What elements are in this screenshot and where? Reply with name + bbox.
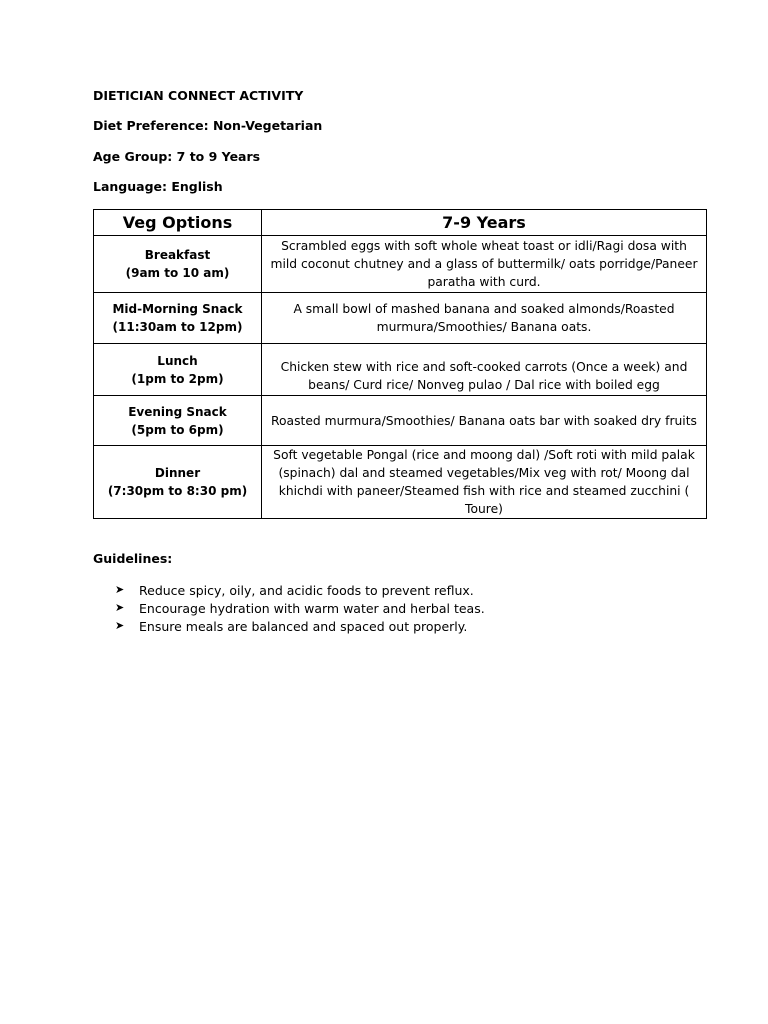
meal-options: Roasted murmura/Smoothies/ Banana oats bar with soaked dry fruits: [262, 396, 707, 446]
meal-cell: [94, 344, 262, 396]
document-title: DIETICIAN CONNECT ACTIVITY: [93, 88, 304, 103]
table-row: [94, 293, 707, 344]
guidelines-list: [115, 581, 485, 635]
diet-preference: Diet Preference: Non-Vegetarian: [93, 118, 323, 133]
age-group: Age Group: 7 to 9 Years: [93, 149, 261, 164]
meal-options: Soft vegetable Pongal (rice and moong dal) /Soft roti with mild palak (spinach) dal and steamed vegetables/Mix veg with rot/ Moong dal khichdi with paneer/Steamed fish with rice and steamed zucchini ( Toure): [262, 446, 707, 519]
meal-time: (7:30pm to 8:30 pm): [107, 484, 248, 498]
header-veg-options: Veg Options: [94, 210, 262, 236]
meal-options: Chicken stew with rice and soft-cooked carrots (Once a week) and beans/ Curd rice/ Nonveg pulao / Dal rice with boiled egg: [280, 359, 688, 392]
meal-options: Scrambled eggs with soft whole wheat toast or idli/Ragi dosa with mild coconut chutney and a glass of buttermilk/ oats porridge/Paneer paratha with curd.: [262, 236, 707, 293]
meal-time: (11:30am to 12pm): [112, 320, 243, 334]
table-row: [94, 344, 707, 396]
guideline-text: Ensure meals are balanced and spaced out properly.: [139, 618, 468, 634]
diet-plan-table: [93, 209, 707, 519]
guideline-text: Reduce spicy, oily, and acidic foods to prevent reflux.: [139, 582, 474, 598]
table-header-row: [94, 210, 707, 236]
meal-name: Breakfast: [144, 248, 211, 262]
arrow-bullet-icon: ➤: [115, 619, 125, 632]
guideline-text: Encourage hydration with warm water and herbal teas.: [139, 600, 485, 616]
meal-name: Lunch: [157, 353, 198, 368]
table-row: [94, 236, 707, 293]
meal-name: Dinner: [154, 466, 201, 480]
meal-time: (5pm to 6pm): [131, 422, 224, 437]
meal-name: Mid-Morning Snack: [112, 302, 243, 316]
table-row: [94, 396, 707, 446]
arrow-bullet-icon: ➤: [115, 583, 125, 596]
meal-cell: [94, 236, 262, 293]
arrow-bullet-icon: ➤: [115, 601, 125, 614]
guidelines-title: Guidelines:: [93, 551, 173, 566]
header-age-range: 7-9 Years: [262, 210, 707, 236]
list-item: [115, 599, 485, 617]
meal-options: A small bowl of mashed banana and soaked almonds/Roasted murmura/Smoothies/ Banana oats.: [262, 293, 707, 344]
list-item: [115, 617, 485, 635]
meal-time: (9am to 10 am): [125, 266, 230, 280]
meal-cell: [94, 446, 262, 519]
meal-cell: [94, 293, 262, 344]
table-row: [94, 446, 707, 519]
meal-cell: [94, 396, 262, 446]
language: Language: English: [93, 179, 223, 194]
meal-options-cell: [262, 344, 707, 396]
meal-name: Evening Snack: [128, 404, 227, 419]
list-item: [115, 581, 485, 599]
meal-time: (1pm to 2pm): [131, 371, 224, 386]
